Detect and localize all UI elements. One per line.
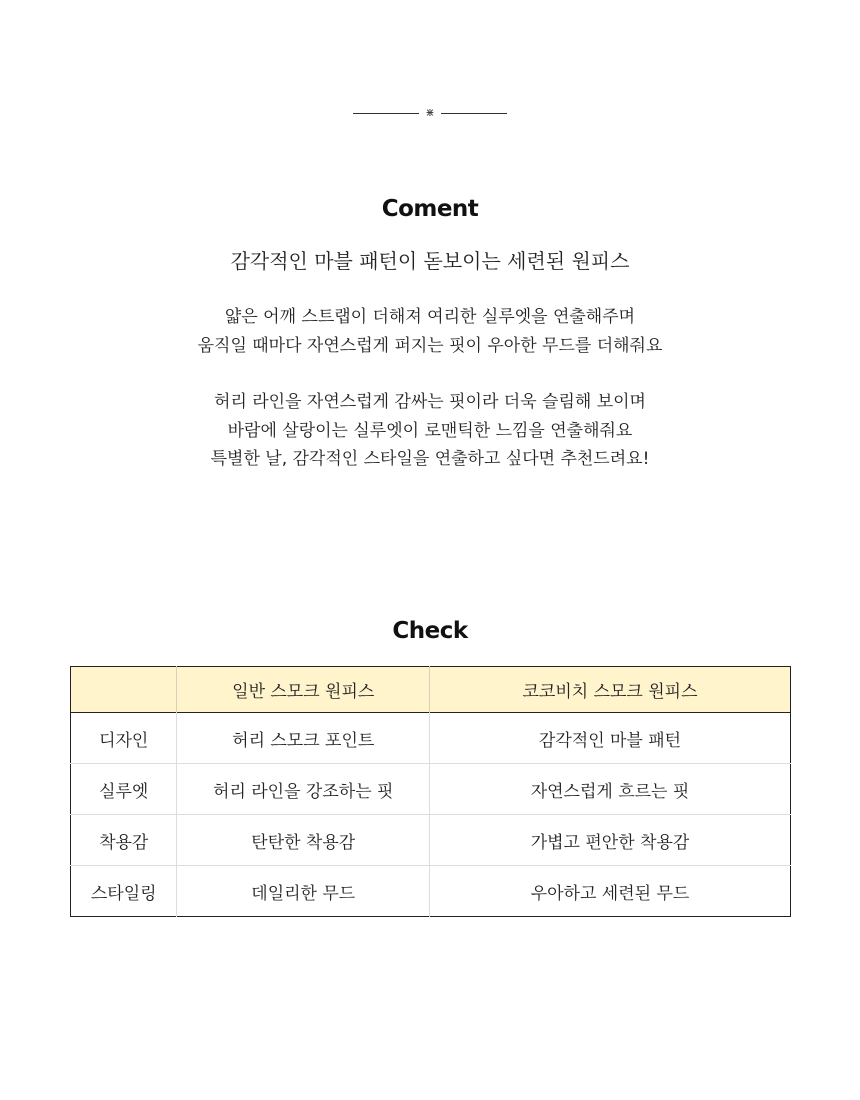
section-divider bbox=[0, 103, 860, 123]
coment-paragraph-2 bbox=[0, 388, 860, 474]
divider-line-right bbox=[441, 113, 507, 114]
header-cell-cocobeach-dress: 코코비치 스모크 원피스 bbox=[430, 667, 791, 713]
row-label: 디자인 bbox=[99, 730, 149, 751]
table-cell: 우아하고 세련된 무드 bbox=[430, 866, 791, 917]
table-cell: 데일리한 무드 bbox=[177, 866, 430, 917]
coment-line: 움직일 때마다 자연스럽게 퍼지는 핏이 우아한 무드를 더해줘요 bbox=[197, 335, 663, 356]
coment-line: 허리 라인을 자연스럽게 감싸는 핏이라 더욱 슬림해 보이며 bbox=[214, 392, 646, 412]
coment-line: 특별한 날, 감각적인 스타일을 연출하고 싶다면 추천드려요! bbox=[210, 449, 650, 469]
coment-line: 바람에 살랑이는 실루엣이 로맨틱한 느낌을 연출해줘요 bbox=[227, 420, 633, 441]
check-title: Check bbox=[392, 618, 468, 644]
table-cell: 자연스럽게 흐르는 핏 bbox=[430, 764, 791, 815]
table-cell: 허리 라인을 강조하는 핏 bbox=[177, 764, 430, 815]
coment-paragraph-1 bbox=[0, 303, 860, 360]
row-label: 스타일링 bbox=[71, 866, 177, 917]
table-row bbox=[71, 815, 791, 866]
coment-line: 얇은 어깨 스트랩이 더해져 여리한 실루엣을 연출해주며 bbox=[224, 307, 636, 327]
table-cell: 가볍고 편안한 착용감 bbox=[430, 815, 791, 866]
header-cell-empty bbox=[71, 667, 177, 713]
row-label: 착용감 bbox=[71, 815, 177, 866]
table-cell: 허리 스모크 포인트 bbox=[177, 713, 430, 764]
row-label: 실루엣 bbox=[71, 764, 177, 815]
table-row bbox=[71, 713, 791, 764]
header-cell-regular-dress: 일반 스모크 원피스 bbox=[177, 667, 430, 713]
coment-subtitle: 감각적인 마블 패턴이 돋보이는 세련된 원피스 bbox=[230, 249, 630, 273]
table-header-row bbox=[71, 667, 791, 713]
table-cell: 감각적인 마블 패턴 bbox=[430, 713, 791, 764]
table-row bbox=[71, 764, 791, 815]
divider-line-left bbox=[353, 113, 419, 114]
table-cell: 탄탄한 착용감 bbox=[177, 815, 430, 866]
table-row bbox=[71, 866, 791, 917]
sparkle-icon: ⋇ bbox=[425, 106, 435, 119]
comparison-table bbox=[70, 666, 791, 917]
coment-title: Coment bbox=[381, 196, 479, 222]
